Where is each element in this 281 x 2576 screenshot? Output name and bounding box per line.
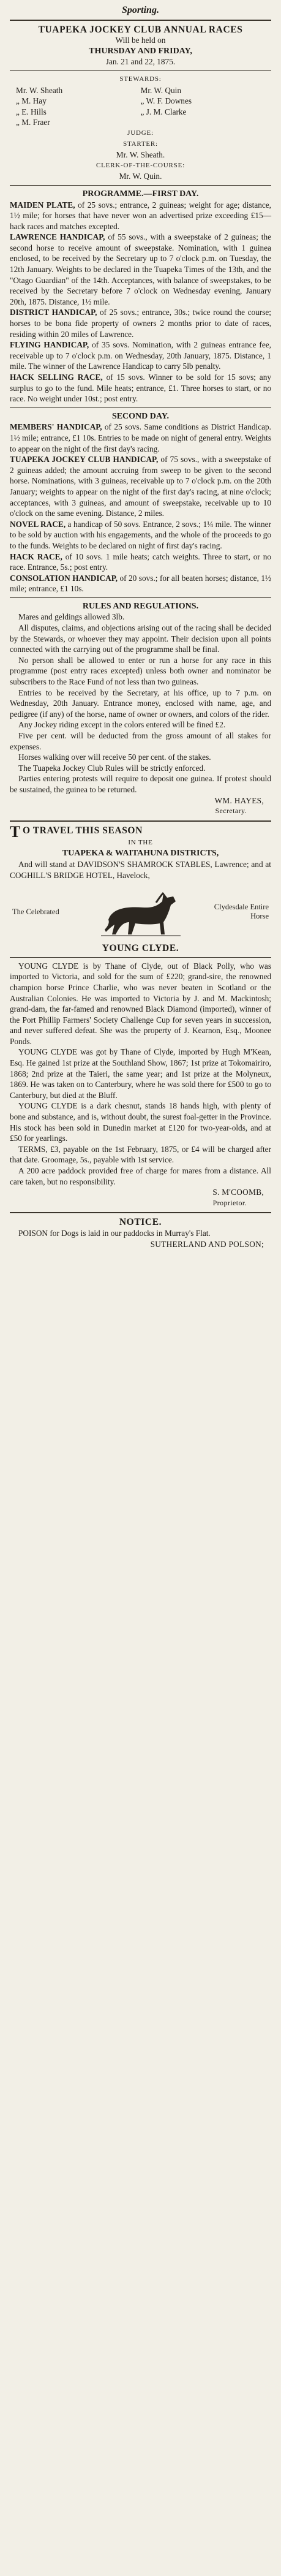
rules-heading: RULES AND REGULATIONS. bbox=[82, 601, 199, 611]
race-entry: LAWRENCE HANDICAP, of 55 sovs., with a sweepstake of 2 guineas; the second horse to receive amount of sweepstake. Nomination, with 1 guinea enclosed, to be received by the Secretary up to 7 o'clock p.m. on Tuesday, the 12th January. Weights to be declared in the Tuapeka Times of the 13th, and the "Otago Guardian" of the 14th. Acceptances, with balance of sweepstakes, to be received by the Secretary before 7 o'clock on Wednesday evening, January 20th, 1875. Distance, 1½ mile. bbox=[10, 232, 272, 306]
clerk-label: CLERK-OF-THE-COURSE: bbox=[96, 161, 185, 169]
race-entry: MAIDEN PLATE, of 25 sovs.; entrance, 2 guineas; weight for age; distance, 1½ mile; for horses that have never won an advertised prize exceeding £15—hack races and matches excepted. bbox=[10, 200, 271, 231]
stallion-intro-sub: IN THE bbox=[128, 838, 153, 846]
stallion-paragraph: TERMS, £3, payable on the 1st February, 1875, or £4 will be charged after that date. Groomage, 5s., payable with 1st service. bbox=[10, 1144, 271, 1165]
stewards-list bbox=[16, 85, 265, 128]
stallion-intro: T O TRAVEL THIS SEASON bbox=[10, 822, 143, 841]
stallion-paragraph: YOUNG CLYDE is by Thane of Clyde, out of Black Polly, who was imported to Victoria, and sold for the sum of £220; grand-sire, the renowned champion horse Prince Charlie, who was never beaten in Scotland or the Australian Colonies. He was imported to Victoria by J. and M. Mackintosh; grand-dam, the far-famed and renowned Black Diamond (imported), winner of the Port Phillip Farmers' Society Challenge Cup for seven years in succession, and never suffered defeat. She was the property of J. Kearnon, Esq., Moonee Ponds. bbox=[10, 961, 271, 1046]
race-entry: TUAPEKA JOCKEY CLUB HANDICAP, of 75 sovs., with a sweepstake of 2 guineas added; the amount accruing from sweep to be given to the second horse. Nominations, with 3 guineas, receivable up to 7 o'clock p.m. on the 20th January; weights to appear on the night of the first day's racing, at nine o'clock; acceptances, with 3 guineas, and amount of sweepstake, receivable up to 10 o'clock on the same evening. Distance, 2 miles. bbox=[10, 455, 272, 518]
rule-paragraph: No person shall be allowed to enter or run a horse for any race in this programme (post entry races excepted) unless both owner and nominator be subscribers to the Race Fund of not less than two guineas. bbox=[10, 655, 271, 687]
rule-paragraph: The Tuapeka Jockey Club Rules will be strictly enforced. bbox=[18, 763, 206, 773]
steward: „ M. Hay bbox=[16, 96, 47, 106]
stallion-districts: TUAPEKA & WAITAHUNA DISTRICTS, bbox=[62, 849, 219, 858]
clerk-name: Mr. W. Quin. bbox=[119, 172, 162, 181]
steward: „ J. M. Clarke bbox=[140, 107, 187, 116]
secretary-signature: WM. HAYES, bbox=[214, 795, 264, 805]
divider bbox=[10, 70, 271, 71]
steward: Mr. W. Sheath bbox=[16, 85, 63, 95]
steward: „ E. Hills bbox=[16, 107, 47, 116]
divider bbox=[10, 20, 271, 21]
held-line: Will be held on bbox=[115, 36, 166, 45]
stallion-advertisement bbox=[10, 822, 271, 1209]
stewards-label: STEWARDS: bbox=[119, 75, 162, 83]
day2-heading: SECOND DAY. bbox=[111, 411, 170, 421]
race-entry: HACK SELLING RACE, of 15 sovs. Winner to be sold for 15 sovs; any surplus to go to the fund. Mile heats; entrance, £1. Three horses to start, or no race. No weight under 10st.; post entry. bbox=[10, 373, 271, 404]
notice-advertisement bbox=[10, 1217, 271, 1249]
stallion-paragraph: A 200 acre paddock provided free of charge for mares from a distance. All care taken, but no responsibility. bbox=[10, 1166, 271, 1186]
rule-paragraph: Five per cent. will be deducted from the gross amount of all stakes for expenses. bbox=[10, 731, 271, 751]
steward: „ M. Fraer bbox=[16, 118, 50, 127]
race-entry: DISTRICT HANDICAP, of 25 sovs.; entrance, 30s.; twice round the course; horses to be bona fide property of owners 2 months prior to date of races, residing within 20 miles of Lawrence. bbox=[10, 308, 271, 339]
rule-paragraph: Horses walking over will receive 50 per cent. of the stakes. bbox=[18, 752, 211, 762]
divider bbox=[10, 407, 271, 408]
steward: „ W. F. Downes bbox=[140, 96, 192, 106]
notice-heading: NOTICE. bbox=[119, 1217, 162, 1228]
proprietor-role: Proprietor. bbox=[212, 1198, 247, 1207]
divider bbox=[10, 957, 271, 958]
secretary-role: Secretary. bbox=[215, 806, 247, 816]
illustration-label-left: The Celebrated bbox=[12, 907, 59, 916]
rule-paragraph: Any Jockey riding except in the colors entered will be fined £2. bbox=[18, 720, 226, 730]
steward: Mr. W. Quin bbox=[140, 85, 181, 95]
race-month: Jan. 21 and 22, 1875. bbox=[105, 57, 176, 67]
newspaper-page bbox=[5, 0, 276, 1249]
rule-paragraph: Parties entering protests will require to deposit one guinea. If protest should be sustained, the guinea to be returned. bbox=[10, 774, 271, 794]
race-entry: NOVEL RACE, a handicap of 50 sovs. Entrance, 2 sovs.; 1¼ mile. The winner to be sold by auction with his engagements, and the whole of the proceeds to go to the funds. Weights to be declared on night of first day's racing. bbox=[10, 519, 271, 550]
club-title: TUAPEKA JOCKEY CLUB ANNUAL RACES bbox=[38, 24, 243, 35]
race-entry: HACK RACE, of 10 sovs. 1 mile heats; catch weights. Three to start, or no race. Entrance, 5s.; post entry. bbox=[10, 551, 272, 572]
divider bbox=[10, 820, 271, 822]
race-days: THURSDAY AND FRIDAY, bbox=[89, 46, 192, 56]
race-entry: MEMBERS' HANDICAP, of 25 sovs. Same conditions as District Handicap. 1½ mile; entrance, £1 10s. Entries to be made on night of general entry. Weights to appear on the night of the first day's racing. bbox=[10, 422, 271, 453]
notice-text: POISON for Dogs is laid in our paddocks in Murray's Flat. bbox=[18, 1228, 211, 1238]
rule-paragraph: All disputes, claims, and objections arising out of the racing shall be decided by the Stewards, or whoever they may appoint. Their decision upon all points connected with the carrying out of the programme shall be final. bbox=[10, 623, 271, 654]
stallion-paragraph: YOUNG CLYDE is a dark chesnut, stands 18 hands high, with plenty of bone and substance, and is, without doubt, the surest foal-getter in the Province. His stock has been sold in Dunedin market at £120 for two-year-olds, and at £50 for yearlings. bbox=[10, 1101, 271, 1143]
day1-heading: PROGRAMME.—FIRST DAY. bbox=[82, 189, 199, 199]
horse-illustration-row bbox=[12, 884, 269, 939]
judge-label: JUDGE: bbox=[127, 129, 154, 137]
illustration-label-right: Clydesdale Entire Horse bbox=[214, 903, 269, 921]
horse-icon bbox=[95, 884, 187, 939]
rule-paragraph: Entries to be received by the Secretary, at his office, up to 7 p.m. on Wednesday, 20th January. Entrance money, enclosed with name, age, and pedigree (if any) of the horse, name of owner or owners, and colors of the rider. bbox=[10, 688, 271, 719]
divider bbox=[10, 597, 271, 598]
race-entry: FLYING HANDICAP, of 35 sovs. Nomination, with 2 guineas entrance fee, receivable up to 7 o'clock p.m. on Wednesday, 20th January, 1875. Distance, 1 mile. The winner of the Lawrence Handicap to carry 5lb penalty. bbox=[10, 340, 271, 371]
starter-name: Mr. W. Sheath. bbox=[116, 150, 165, 160]
notice-signature: SUTHERLAND AND POLSON; bbox=[150, 1239, 264, 1249]
race-advertisement bbox=[10, 25, 271, 817]
stallion-name: YOUNG CLYDE. bbox=[102, 943, 179, 954]
divider bbox=[10, 1212, 271, 1213]
divider bbox=[10, 185, 271, 186]
section-title: Sporting. bbox=[122, 5, 159, 15]
race-entry: CONSOLATION HANDICAP, of 20 sovs.; for all beaten horses; distance, 1½ mile; entrance, £1 10s. bbox=[10, 573, 272, 594]
starter-label: STARTER: bbox=[123, 140, 158, 148]
stallion-paragraph: YOUNG CLYDE was got by Thane of Clyde, imported by Hugh M'Kean, Esq. He gained 1st prize at the Southland Show, 1867; 1st prize at Tokomairiro, 1868; 2nd prize at the Taieri, the same year; and 1st prize at the Molyneux, 1869. He was taken on to Canterbury, where he was sold there for £500 to go to Canterbury, but died at the Bluff. bbox=[10, 1047, 271, 1100]
rule-paragraph: Mares and geldings allowed 3lb. bbox=[18, 612, 125, 622]
proprietor-signature: S. M'COOMB, bbox=[212, 1188, 264, 1197]
stallion-stands: And will stand at DAVIDSON'S SHAMROCK STABLES, Lawrence; and at COGHILL'S BRIDGE HOTEL, Havelock, bbox=[10, 859, 271, 880]
